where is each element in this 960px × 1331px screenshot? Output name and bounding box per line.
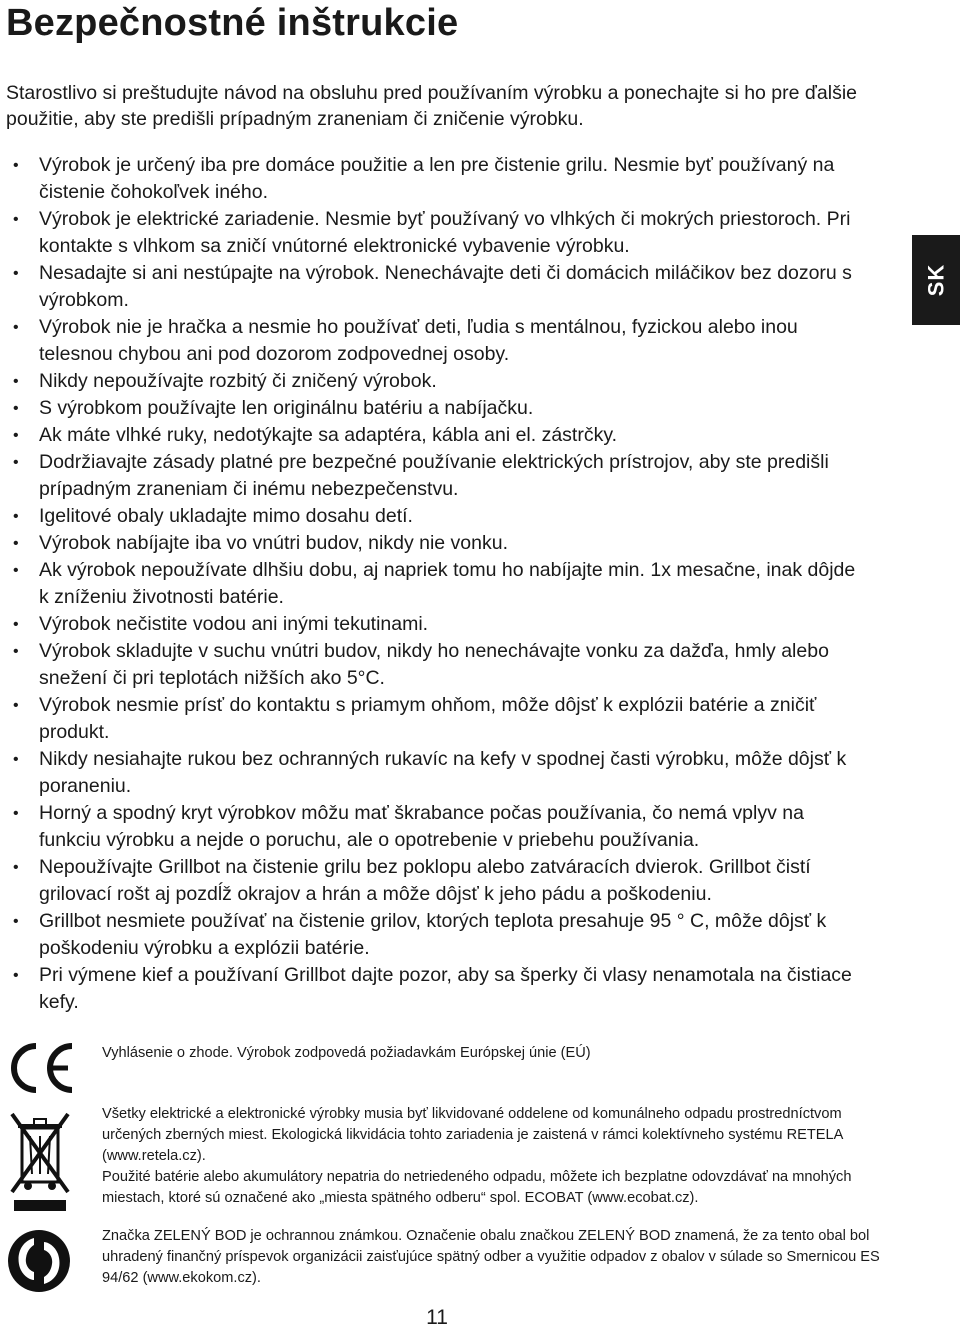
instruction-item [6, 800, 866, 854]
instruction-text: Nikdy nesiahajte rukou bez ochranných rukavíc na kefy v spodnej časti výrobku, môže dôjsť k poraneniu. [39, 748, 847, 797]
bullet-marker: • [13, 913, 19, 930]
safety-instruction-list [6, 152, 866, 1016]
green-dot-icon [6, 1228, 72, 1294]
instruction-text: Nepoužívajte Grillbot na čistenie grilu bez poklopu alebo zatváracích dvierok. Grillbot čistí grilovací rošt aj pozdĺž okrajov a hrán a môže dôjsť k jeho pádu a poškodeniu. [39, 856, 811, 905]
instruction-text: Igelitové obaly ukladajte mimo dosahu detí. [39, 505, 413, 527]
instruction-item [6, 962, 866, 1016]
page-number: 11 [426, 1306, 448, 1329]
instruction-text: Dodržiavajte zásady platné pre bezpečné používanie elektrických prístrojov, aby ste predišli prípadným zraneniam či inému nebezpečenstvu. [39, 451, 829, 500]
bullet-marker: • [13, 373, 19, 390]
bullet-marker: • [13, 265, 19, 282]
instruction-item [6, 260, 866, 314]
instruction-item [6, 314, 866, 368]
ce-declaration-text: Vyhlásenie o zhode. Výrobok zodpovedá požiadavkám Európskej únie (EÚ) [102, 1045, 591, 1061]
bullet-marker: • [13, 643, 19, 660]
instruction-item [6, 368, 866, 395]
green-dot-graphic [6, 1228, 72, 1294]
bullet-marker: • [13, 805, 19, 822]
bullet-marker: • [13, 427, 19, 444]
instruction-text: Ak výrobok nepoužívate dlhšiu dobu, aj napriek tomu ho nabíjajte min. 1x mesačne, inak dôjde k zníženiu životnosti batérie. [39, 559, 856, 608]
bullet-marker: • [13, 211, 19, 228]
ce-mark-icon [6, 1040, 76, 1096]
instruction-text: Horný a spodný kryt výrobkov môžu mať škrabance počas používania, čo nemá vplyv na funkciu výrobku a nejde o poruchu, ale o opotrebenie v priebehu používania. [39, 802, 804, 851]
instruction-item [6, 854, 866, 908]
instruction-item [6, 908, 866, 962]
bullet-marker: • [13, 751, 19, 768]
instruction-item [6, 746, 866, 800]
bullet-marker: • [13, 400, 19, 417]
instruction-text: Ak máte vlhké ruky, nedotýkajte sa adaptéra, kábla ani el. zástrčky. [39, 424, 618, 446]
weee-disposal-text: Všetky elektrické a elektronické výrobky musia byť likvidované oddelene od komunálneho odpadu prostredníctvom určených zberných miest. Ekologická likvidácia tohto zariadenia je zaistená v rámci kolektívneho systému RETELA (www.retela.cz). [102, 1106, 843, 1164]
instruction-text: Výrobok skladujte v suchu vnútri budov, nikdy ho nenechávajte vonku za dažďa, hmly alebo snežení či pri teplotách nižších ako 5°C. [39, 640, 829, 689]
instruction-item [6, 638, 866, 692]
bullet-marker: • [13, 454, 19, 471]
bullet-marker: • [13, 157, 19, 174]
instruction-item [6, 611, 866, 638]
instruction-text: Grillbot nesmiete používať na čistenie grilov, ktorých teplota presahuje 95 ° C, môže dôjsť k poškodeniu výrobku a explózii batérie. [39, 910, 827, 959]
language-tab-label: SK [923, 263, 948, 297]
instruction-text: Výrobok nabíjajte iba vo vnútri budov, nikdy nie vonku. [39, 532, 508, 554]
green-dot-text: Značka ZELENÝ BOD je ochrannou známkou. Označenie obalu značkou ZELENÝ BOD znamená, že za tento obal bol uhradený finančný príspevok organizácii zaisťujúce spätný odber a využitie odpadov z obalov v súlade so Smernicou ES 94/62 (www.ekokom.cz). [102, 1228, 880, 1286]
language-tab [912, 235, 960, 325]
bullet-marker: • [13, 967, 19, 984]
crossed-bin-icon [8, 1110, 72, 1214]
crossed-bin-graphic [8, 1110, 72, 1214]
bullet-marker: • [13, 508, 19, 525]
instruction-item [6, 152, 866, 206]
battery-disposal-text: Použité batérie alebo akumulátory nepatria do netriedeného odpadu, môžete ich bezplatne odovzdávať na mnohých miestach, ktoré sú označené ako „miesta spätného odberu“ spol. ECOBAT (www.ecobat.cz). [102, 1169, 852, 1206]
instruction-item [6, 449, 866, 503]
intro-paragraph: Starostlivo si preštudujte návod na obsluhu pred používaním výrobku a ponechajte si ho pre ďalšie použitie, aby ste predišli prípadným zraneniam či zničenie výrobku. [6, 82, 857, 130]
bullet-marker: • [13, 859, 19, 876]
instruction-text: Výrobok nie je hračka a nesmie ho používať deti, ľudia s mentálnou, fyzickou alebo inou telesnou chybou ani pod dozorom zodpovednej osoby. [39, 316, 798, 365]
instruction-text: Výrobok nečistite vodou ani inými tekutinami. [39, 613, 429, 635]
bullet-marker: • [13, 535, 19, 552]
instruction-text: Výrobok je elektrické zariadenie. Nesmie byť používaný vo vlhkých či mokrých priestoroch. Pri kontakte s vlhkom sa zničí vnútorné elektronické vybavenie výrobku. [39, 208, 851, 257]
instruction-item [6, 557, 866, 611]
instruction-text: Nesadajte si ani nestúpajte na výrobok. Nenechávajte deti či domácich miláčikov bez dozoru s výrobkom. [39, 262, 852, 311]
page-title: Bezpečnostné inštrukcie [6, 2, 459, 44]
instruction-text: Výrobok je určený iba pre domáce použitie a len pre čistenie grilu. Nesmie byť používaný na čistenie čohokoľvek iného. [39, 154, 835, 203]
instruction-item [6, 530, 866, 557]
disposal-info-block [102, 1104, 892, 1209]
bullet-marker: • [13, 616, 19, 633]
instruction-item [6, 395, 866, 422]
instruction-text: Výrobok nesmie prísť do kontaktu s priamym ohňom, môže dôjsť k explózii batérie a zničiť produkt. [39, 694, 817, 743]
ce-mark-graphic [6, 1040, 76, 1096]
instruction-item [6, 503, 866, 530]
instruction-text: Pri výmene kief a používaní Grillbot dajte pozor, aby sa šperky či vlasy nenamotala na čistiace kefy. [39, 964, 852, 1013]
instruction-item [6, 692, 866, 746]
bullet-marker: • [13, 697, 19, 714]
instruction-text: S výrobkom používajte len originálnu batériu a nabíjačku. [39, 397, 534, 419]
instruction-text: Nikdy nepoužívajte rozbitý či zničený výrobok. [39, 370, 437, 392]
bullet-marker: • [13, 319, 19, 336]
instruction-item [6, 206, 866, 260]
instruction-item [6, 422, 866, 449]
bullet-marker: • [13, 562, 19, 579]
